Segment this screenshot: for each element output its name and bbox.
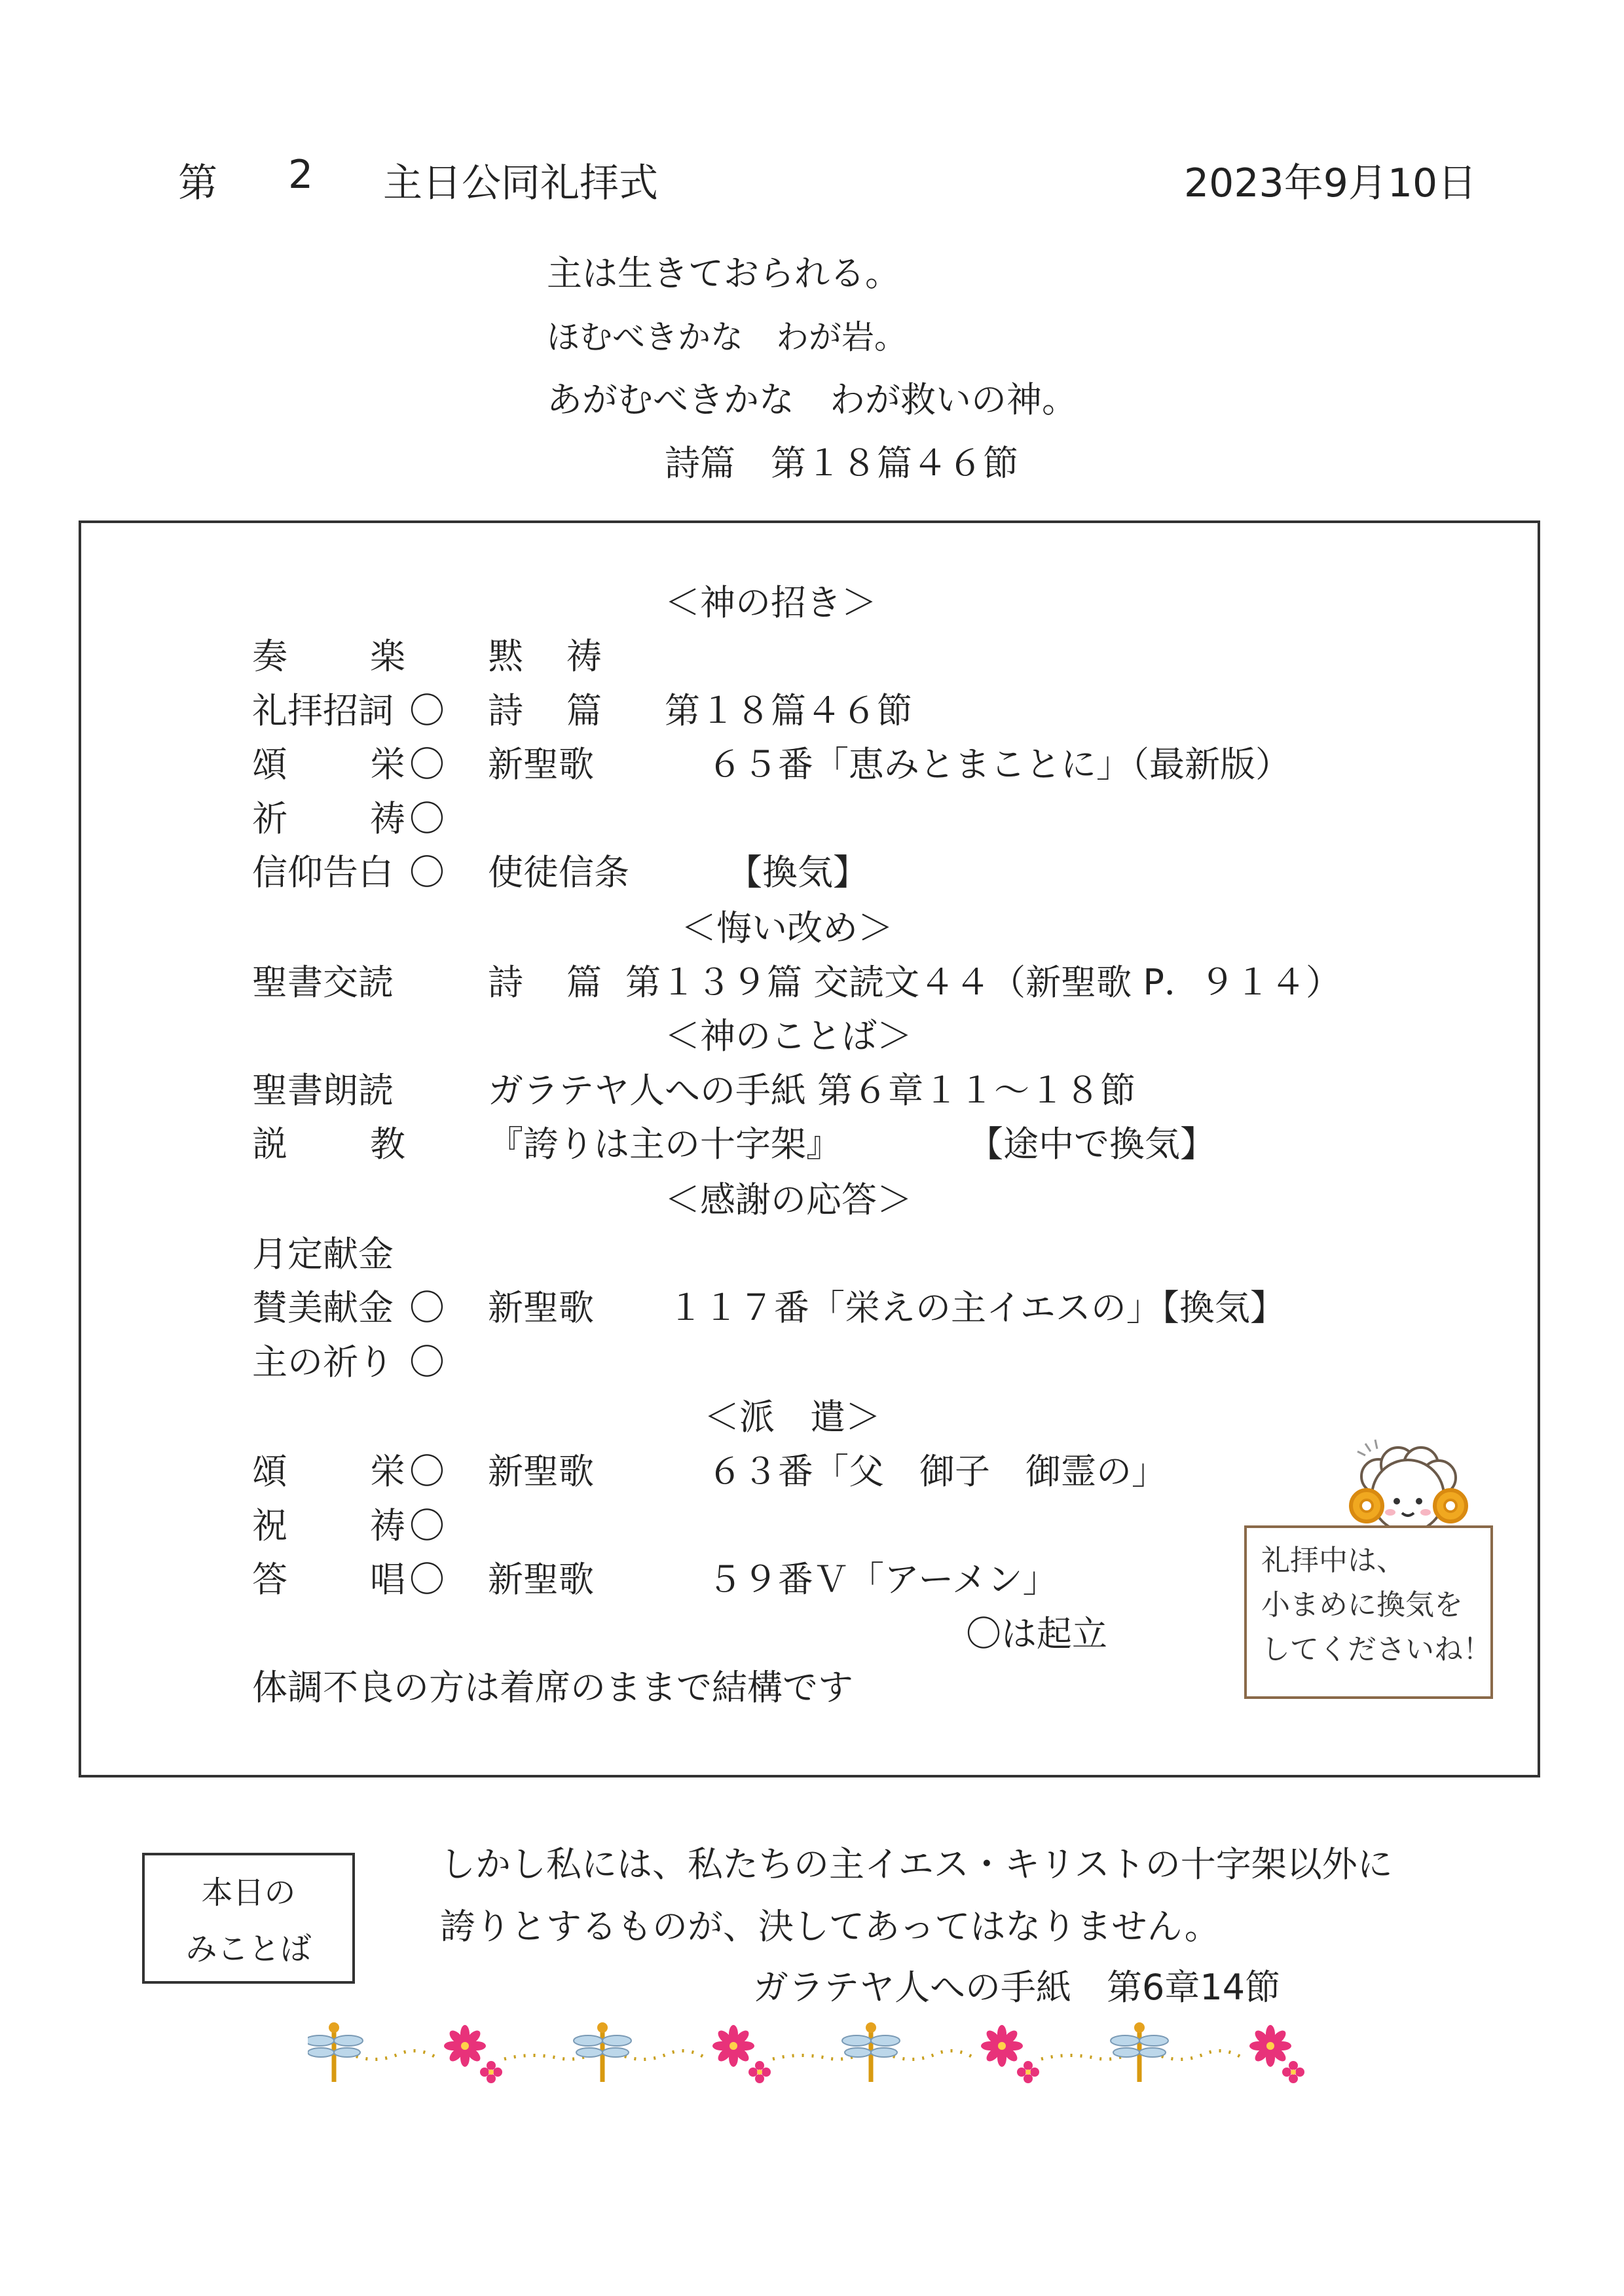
ordinal-number: 2 — [288, 152, 314, 198]
dragonfly-icon — [1111, 2022, 1168, 2082]
decorative-border — [308, 2013, 1316, 2098]
standing-mark: 〇 — [409, 690, 445, 731]
hymnal-name: 新聖歌 — [488, 744, 594, 785]
label-amen-2: 唱 — [370, 1559, 405, 1600]
label-benediction-2: 祷 — [370, 1505, 405, 1546]
flower-icon — [1017, 2061, 1039, 2083]
label-doxology-2a: 頌 — [252, 1451, 287, 1492]
prelude-silent-1: 黙 — [488, 636, 523, 677]
flower-icon — [981, 2025, 1023, 2067]
ventilation-marker: 【途中で換気】 — [968, 1123, 1215, 1165]
label-doxology-2b: 栄 — [370, 1451, 405, 1492]
doxology-1-hymn: ６５番「恵みとまことに」（最新版） — [707, 744, 1291, 785]
ventilation-note-line-1: 礼拝中は、 — [1261, 1544, 1405, 1577]
standing-mark: 〇 — [409, 1559, 445, 1600]
standing-mark: 〇 — [409, 1341, 445, 1383]
opening-verse-line-3: あがむべきかな わが救いの神。 — [547, 379, 1077, 420]
psalm-label-1: 詩 — [488, 962, 523, 1003]
label-sermon-2: 教 — [370, 1123, 405, 1165]
todays-word-text-1: しかし私には、私たちの主イエス・キリストの十字架以外に — [440, 1844, 1393, 1885]
label-sermon-1: 説 — [252, 1123, 287, 1165]
label-prayer-2: 祷 — [370, 798, 405, 839]
standing-mark: 〇 — [409, 1287, 445, 1328]
standing-mark: 〇 — [409, 744, 445, 785]
label-benediction-1: 祝 — [252, 1505, 287, 1546]
flower-icon — [748, 2061, 771, 2083]
health-note: 体調不良の方は着席のままで結構です — [252, 1667, 853, 1708]
hymnal-name: 新聖歌 — [488, 1559, 594, 1600]
label-prelude-2: 楽 — [370, 636, 405, 677]
psalm-label-1: 詩 — [488, 690, 523, 731]
apostles-creed: 使徒信条 — [488, 852, 629, 893]
flower-icon — [1249, 2025, 1291, 2067]
section-sending: ＜派 遣＞ — [704, 1396, 881, 1438]
prelude-silent-2: 祷 — [566, 636, 602, 677]
hymnal-name: 新聖歌 — [488, 1451, 594, 1492]
ventilation-note-line-3: してくださいね！ — [1261, 1633, 1492, 1666]
label-call-to-worship: 礼拝招詞 — [252, 690, 394, 731]
opening-verse-line-2: ほむべきかな わが岩。 — [547, 318, 907, 356]
scripture-reference: ガラテヤ人への手紙 第６章１１～１８節 — [488, 1070, 1136, 1111]
flower-icon — [444, 2025, 486, 2067]
standing-mark: 〇 — [409, 1505, 445, 1546]
label-creed: 信仰告白 — [252, 852, 394, 893]
standing-mark: 〇 — [409, 1451, 445, 1492]
responsive-reading-detail: 第１３９篇 交読文４４（新聖歌 P．９１４） — [625, 962, 1341, 1003]
opening-verse-line-1: 主は生きておられる。 — [547, 253, 900, 294]
section-repentance: ＜悔い改め＞ — [681, 907, 893, 949]
label-praise-offering: 賛美献金 — [252, 1287, 394, 1328]
sermon-title: 『誇りは主の十字架』 — [488, 1123, 841, 1165]
todays-word-box — [142, 1853, 355, 1984]
hymnal-name: 新聖歌 — [488, 1287, 594, 1328]
todays-word-reference: ガラテヤ人への手紙 第6章14節 — [753, 1967, 1281, 2008]
ventilation-marker: 【換気】 — [727, 852, 868, 893]
label-scripture-reading: 聖書朗読 — [252, 1070, 394, 1111]
praise-offering-hymn: １１７番「栄えの主イエスの」【換気】 — [668, 1287, 1285, 1328]
flower-icon — [480, 2061, 502, 2083]
stand-note: 〇は起立 — [966, 1613, 1107, 1654]
label-responsive-reading: 聖書交読 — [252, 962, 394, 1003]
label-prelude-1: 奏 — [252, 636, 287, 677]
service-date: 2023年9月10日 — [1184, 160, 1477, 206]
ventilation-note — [1244, 1525, 1493, 1699]
call-to-worship-reference: 第１８篇４６節 — [665, 690, 912, 731]
ventilation-note-line-2: 小まめに換気を — [1261, 1588, 1463, 1622]
todays-word-label-1: 本日の — [201, 1874, 296, 1911]
ordinal-prefix: 第 — [178, 160, 217, 206]
dragonfly-icon — [842, 2022, 900, 2082]
label-monthly-offering: 月定献金 — [252, 1233, 394, 1275]
label-doxology-1a: 頌 — [252, 744, 287, 785]
dragonfly-icon — [574, 2022, 631, 2082]
label-lords-prayer: 主の祈り — [252, 1341, 394, 1383]
todays-word-label-2: みことば — [185, 1931, 312, 1967]
sheep-icon — [1339, 1437, 1477, 1535]
flower-icon — [712, 2025, 754, 2067]
section-call: ＜神の招き＞ — [665, 582, 877, 623]
label-doxology-1b: 栄 — [370, 744, 405, 785]
opening-verse-reference: 詩篇 第１８篇４６節 — [665, 443, 1018, 484]
amen-hymn: ５９番Ｖ「アーメン」 — [707, 1559, 1058, 1600]
todays-word-text-2: 誇りとするものが、決してあってはなりません。 — [440, 1906, 1220, 1947]
flower-icon — [1282, 2061, 1304, 2083]
standing-mark: 〇 — [409, 798, 445, 839]
standing-mark: 〇 — [409, 852, 445, 893]
psalm-label-2: 篇 — [566, 962, 602, 1003]
section-word: ＜神のことば＞ — [665, 1015, 912, 1057]
dragonfly-icon — [308, 2022, 363, 2082]
label-prayer-1: 祈 — [252, 798, 287, 839]
doxology-2-hymn: ６３番「父 御子 御霊の」 — [707, 1451, 1167, 1492]
service-title: 主日公同礼拝式 — [383, 160, 658, 206]
section-response: ＜感謝の応答＞ — [665, 1179, 912, 1220]
psalm-label-2: 篇 — [566, 690, 602, 731]
label-amen-1: 答 — [252, 1559, 287, 1600]
